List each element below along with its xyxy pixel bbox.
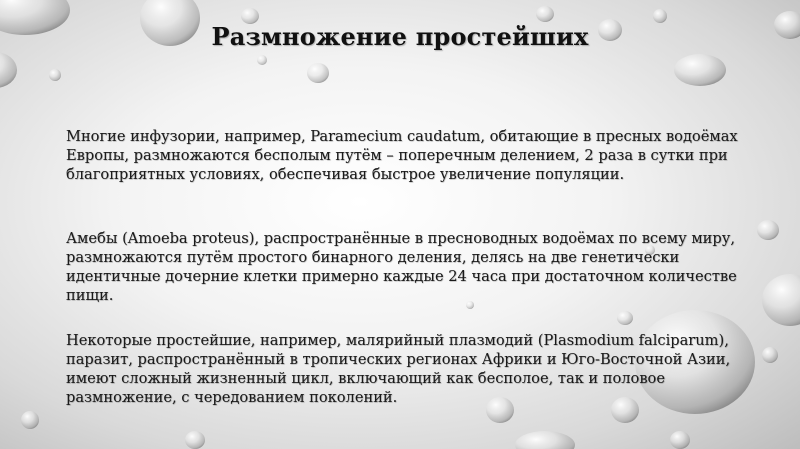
slide-title: Размножение простейших bbox=[211, 22, 589, 51]
paragraph-paramecium: Многие инфузории, например, Paramecium caudatum, обитающие в пресных водоёмах Европы, размножаются бесполым путём – поперечным делением, 2 раза в сутки при благоприятных условиях, обеспечивая быстрое увеличение популяции. bbox=[66, 128, 738, 183]
paragraph-amoeba: Амебы (Amoeba proteus), распространённые в пресноводных водоёмах по всему миру, размножаются путём простого бинарного деления, делясь на две генетически идентичные дочерние клетки примерно каждые 24 часа при достаточном количестве пищи. bbox=[66, 230, 737, 304]
paragraph-plasmodium: Некоторые простейшие, например, малярийный плазмодий (Plasmodium falciparum), паразит, распространённый в тропических регионах Африки и Юго-Восточной Азии, имеют сложный жизненный цикл, включающий как бесполое, так и половое размножение, с чередованием поколений. bbox=[66, 332, 731, 406]
